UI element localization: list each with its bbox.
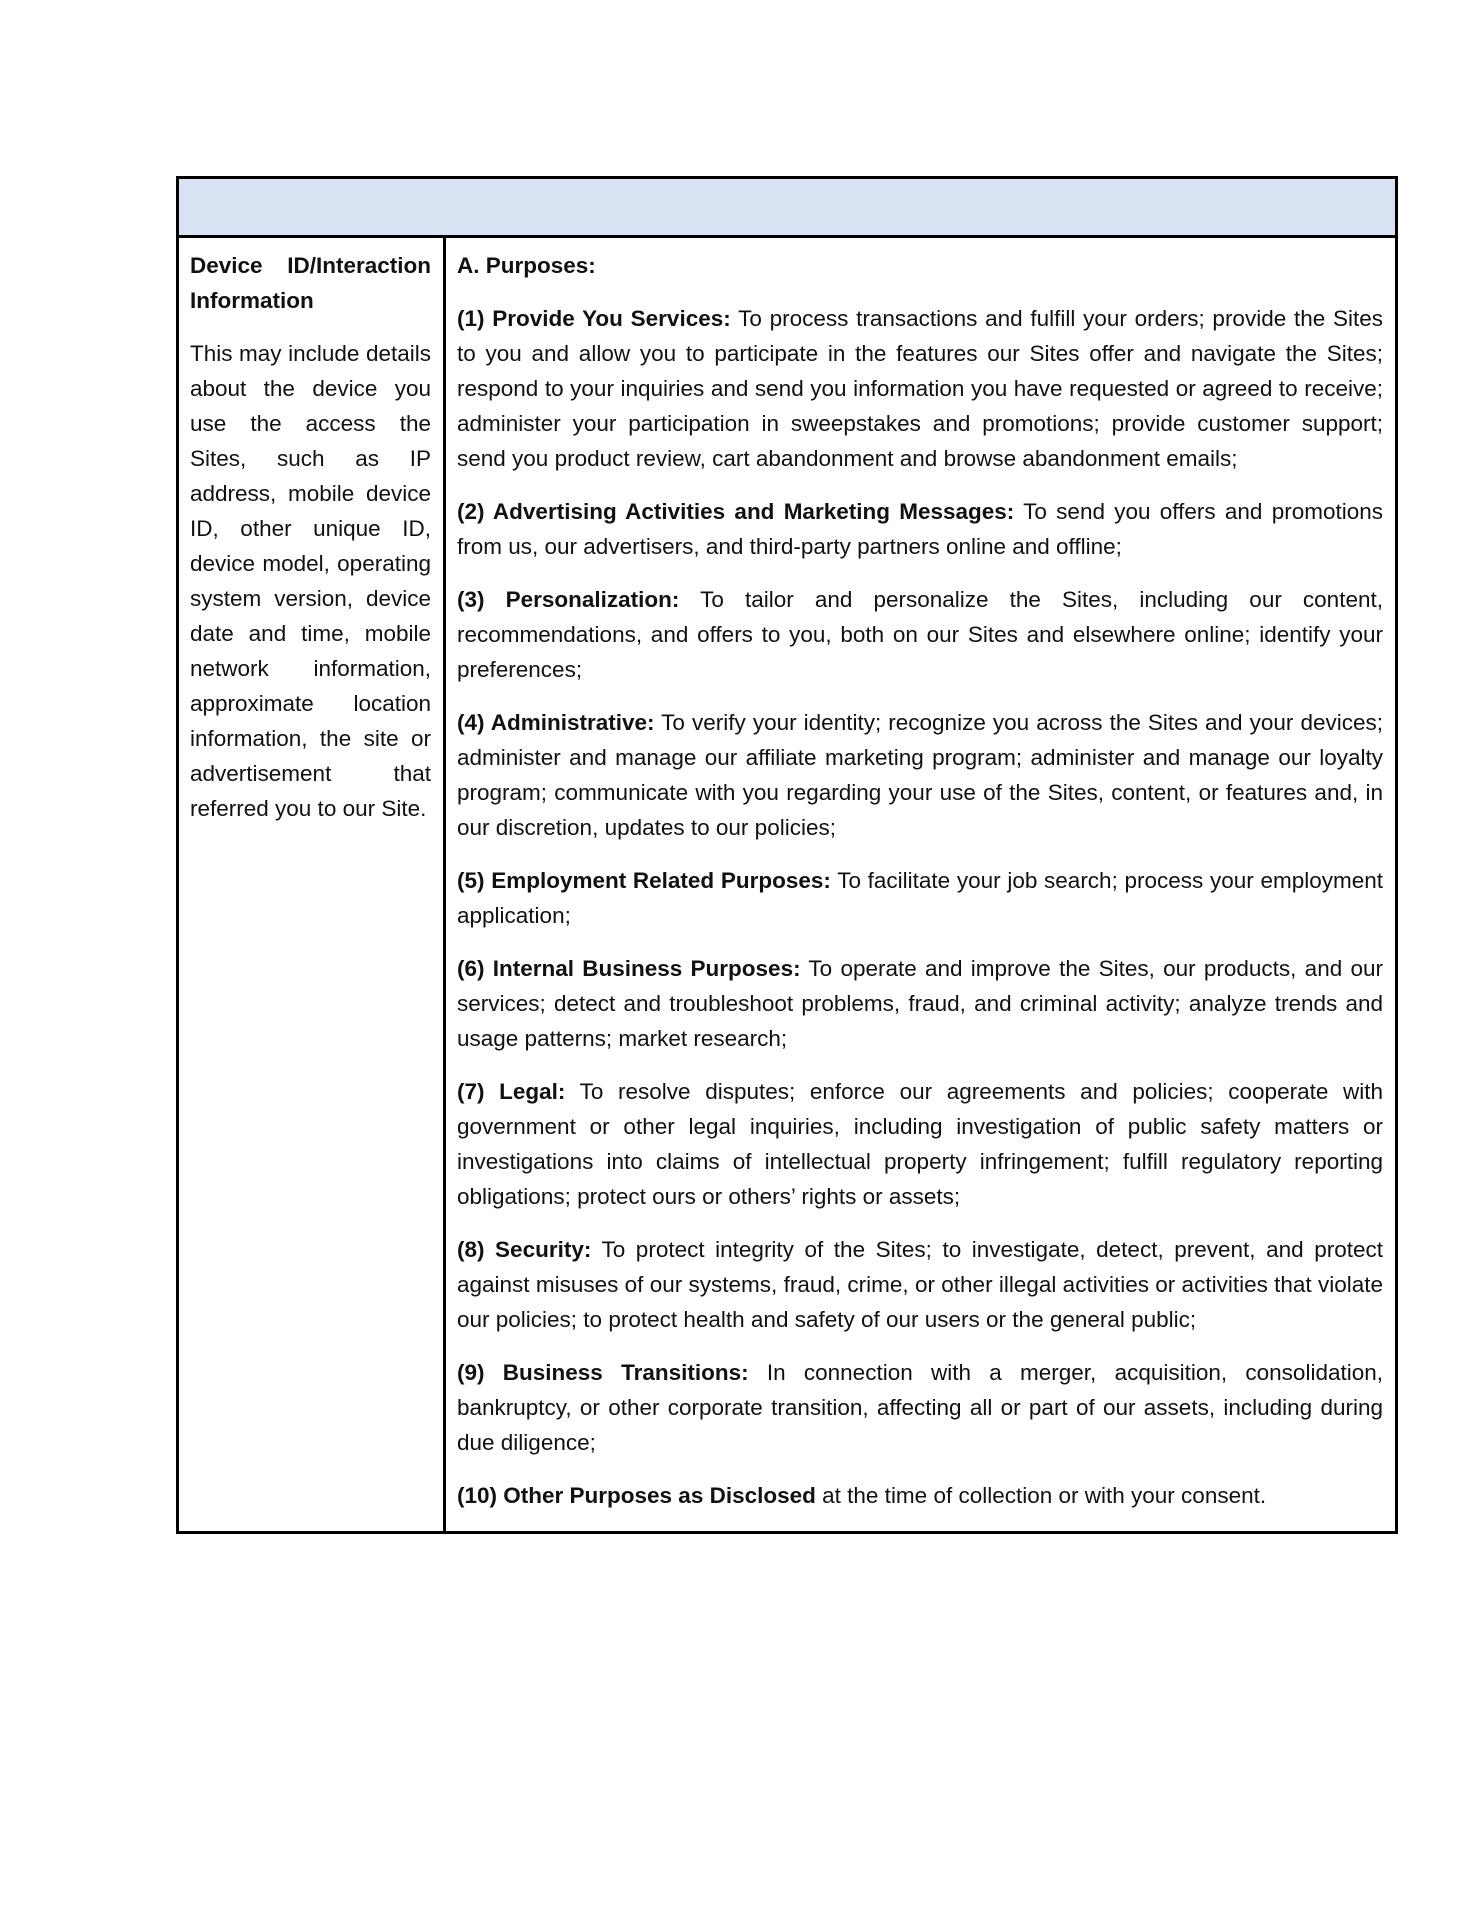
table-row xyxy=(179,238,1395,1531)
purpose-text: at the time of collection or with your consent. xyxy=(815,1483,1267,1508)
purpose-item xyxy=(457,1478,1383,1513)
purpose-item xyxy=(457,705,1383,845)
category-title: Device ID/Interaction Information xyxy=(190,253,431,313)
purpose-text: To facilitate your job search; process your employment application; xyxy=(457,868,1383,928)
purpose-text: To send you offers and promotions from us, our advertisers, and third-party partners online and offline; xyxy=(457,499,1384,559)
purposes-table xyxy=(176,176,1398,1534)
purpose-text: To tailor and personalize the Sites, including our content, recommendations, and offers to you, both on our Sites and elsewhere online; identify your preferences; xyxy=(457,587,1383,682)
purpose-item xyxy=(457,301,1383,476)
purpose-item xyxy=(457,1355,1383,1460)
purpose-label: (10) Other Purposes as Disclosed xyxy=(457,1483,816,1508)
purpose-text: In connection with a merger, acquisition, consolidation, bankruptcy, or other corporate transition, affecting all or part of our assets, including during due diligence; xyxy=(457,1360,1383,1455)
table-header-band xyxy=(179,179,1395,238)
purpose-item xyxy=(457,951,1383,1056)
purpose-label: (3) Personalization: xyxy=(457,587,680,612)
purpose-item xyxy=(457,582,1383,687)
purpose-label: (6) Internal Business Purposes: xyxy=(457,956,801,981)
purpose-text: To verify your identity; recognize you across the Sites and your devices; administer and manage our affiliate marketing program; administer and manage our loyalty program; communicate with you regarding your use of the Sites, content, or features and, in our discretion, updates to our policies; xyxy=(457,710,1383,840)
purpose-item xyxy=(457,863,1383,933)
purpose-text: To protect integrity of the Sites; to investigate, detect, prevent, and protect against misuses of our systems, fraud, crime, or other illegal activities or activities that violate our policies; to protect health and safety of our users or the general public; xyxy=(457,1237,1383,1332)
purpose-label: (5) Employment Related Purposes: xyxy=(457,868,831,893)
category-cell xyxy=(179,238,446,1531)
purpose-label: (9) Business Transitions: xyxy=(457,1360,749,1385)
purpose-item xyxy=(457,1232,1383,1337)
purpose-text: To operate and improve the Sites, our products, and our services; detect and troubleshoot problems, fraud, and criminal activity; analyze trends and usage patterns; market research; xyxy=(457,956,1383,1051)
purposes-cell xyxy=(446,238,1395,1531)
purpose-label: (4) Administrative: xyxy=(457,710,655,735)
purpose-label: (2) Advertising Activities and Marketing Messages: xyxy=(457,499,1015,524)
purpose-label: (1) Provide You Services: xyxy=(457,306,731,331)
purpose-text: To process transactions and fulfill your orders; provide the Sites to you and allow you to participate in the features our Sites offer and navigate the Sites; respond to your inquiries and send you information you have requested or agreed to receive; administer your participation in sweepstakes and promotions; provide customer support; send you product review, cart abandonment and browse abandonment emails; xyxy=(457,306,1383,471)
purpose-item xyxy=(457,1074,1383,1214)
purpose-label: (8) Security: xyxy=(457,1237,592,1262)
purposes-heading: A. Purposes: xyxy=(457,253,596,278)
purpose-item xyxy=(457,494,1383,564)
purpose-text: To resolve disputes; enforce our agreements and policies; cooperate with government or other legal inquiries, including investigation of public safety matters or investigations into claims of intellectual property infringement; fulfill regulatory reporting obligations; protect ours or others’ rights or assets; xyxy=(457,1079,1383,1209)
category-description: This may include details about the device you use the access the Sites, such as IP address, mobile device ID, other unique ID, device model, operating system version, device date and time, mobile network information, approximate location information, the site or advertisement that referred you to our Site. xyxy=(190,341,431,821)
purpose-label: (7) Legal: xyxy=(457,1079,566,1104)
